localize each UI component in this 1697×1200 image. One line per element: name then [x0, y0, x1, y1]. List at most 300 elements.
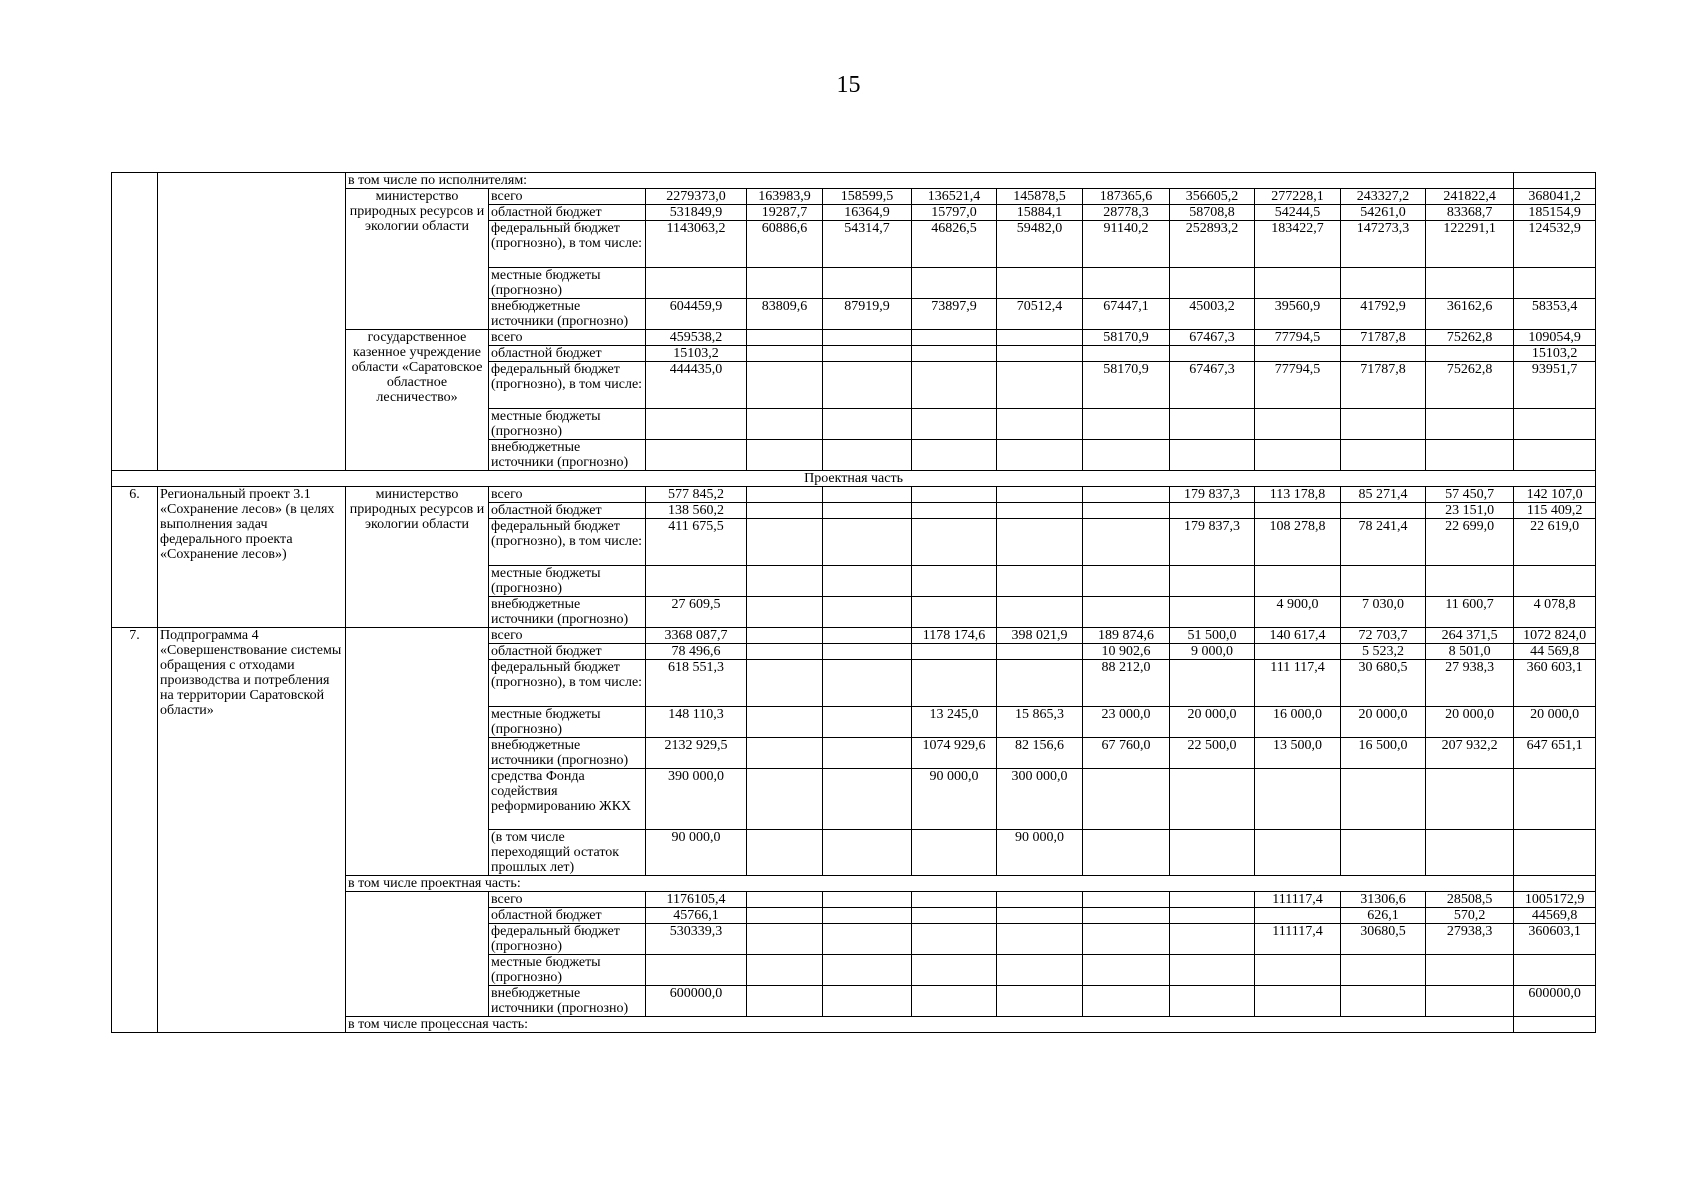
year-value [997, 660, 1083, 707]
total-value [646, 409, 747, 440]
year-value: 75262,8 [1426, 330, 1514, 346]
year-value [823, 330, 912, 346]
year-value [997, 268, 1083, 299]
funding-source-label: местные бюджеты (прогнозно) [489, 268, 646, 299]
year-value: 10 902,6 [1083, 644, 1170, 660]
year-value: 16 500,0 [1341, 738, 1426, 769]
year-value [747, 566, 823, 597]
executor-name: министерство природных ресурсов и экологии области [346, 487, 489, 628]
funding-source-label: федеральный бюджет (прогнозно), в том числе: [489, 660, 646, 707]
year-value [823, 955, 912, 986]
year-value: 20 000,0 [1426, 707, 1514, 738]
year-value: 16 000,0 [1255, 707, 1341, 738]
year-value: 264 371,5 [1426, 628, 1514, 644]
year-value [823, 769, 912, 830]
year-value [1170, 892, 1255, 908]
year-value: 77794,5 [1255, 362, 1341, 409]
executor-name: министерство природных ресурсов и экологии области [346, 189, 489, 330]
year-value: 1178 174,6 [912, 628, 997, 644]
funding-source-label: местные бюджеты (прогнозно) [489, 409, 646, 440]
year-value [747, 487, 823, 503]
year-value [747, 986, 823, 1017]
funding-source-label: средства Фонда содействия реформированию ЖКХ [489, 769, 646, 830]
section-heading: в том числе процессная часть: [346, 1017, 1514, 1033]
year-value: 27 938,3 [1426, 660, 1514, 707]
year-value [1083, 830, 1170, 876]
year-value: 179 837,3 [1170, 487, 1255, 503]
year-value [912, 644, 997, 660]
year-value: 187365,6 [1083, 189, 1170, 205]
funding-source-label: местные бюджеты (прогнозно) [489, 707, 646, 738]
year-value [912, 597, 997, 628]
year-value: 109054,9 [1514, 330, 1596, 346]
funding-source-label: областной бюджет [489, 908, 646, 924]
total-value: 1143063,2 [646, 221, 747, 268]
year-value: 22 699,0 [1426, 519, 1514, 566]
year-value: 570,2 [1426, 908, 1514, 924]
year-value [1083, 503, 1170, 519]
year-value: 15884,1 [997, 205, 1083, 221]
year-value: 13 245,0 [912, 707, 997, 738]
year-value [1170, 924, 1255, 955]
item-number: 6. [112, 487, 158, 628]
year-value [912, 660, 997, 707]
total-value: 78 496,6 [646, 644, 747, 660]
total-value: 138 560,2 [646, 503, 747, 519]
year-value [997, 440, 1083, 471]
year-value [1255, 830, 1341, 876]
year-value: 70512,4 [997, 299, 1083, 330]
year-value [997, 487, 1083, 503]
year-value [823, 268, 912, 299]
year-value [1426, 440, 1514, 471]
year-value: 44569,8 [1514, 908, 1596, 924]
year-value [912, 908, 997, 924]
year-value [1170, 986, 1255, 1017]
year-value [1170, 597, 1255, 628]
year-value: 90 000,0 [997, 830, 1083, 876]
year-value: 277228,1 [1255, 189, 1341, 205]
year-value [823, 738, 912, 769]
year-value: 4 078,8 [1514, 597, 1596, 628]
year-value: 36162,6 [1426, 299, 1514, 330]
year-value: 15103,2 [1514, 346, 1596, 362]
year-value: 41792,9 [1341, 299, 1426, 330]
year-value: 5 523,2 [1341, 644, 1426, 660]
year-value [747, 409, 823, 440]
funding-source-label: внебюджетные источники (прогнозно) [489, 299, 646, 330]
year-value [747, 503, 823, 519]
total-value: 27 609,5 [646, 597, 747, 628]
year-value [747, 892, 823, 908]
year-value [747, 519, 823, 566]
year-value: 189 874,6 [1083, 628, 1170, 644]
year-value: 46826,5 [912, 221, 997, 268]
year-value: 1072 824,0 [1514, 628, 1596, 644]
total-value: 618 551,3 [646, 660, 747, 707]
year-value [1170, 769, 1255, 830]
year-value: 300 000,0 [997, 769, 1083, 830]
year-value: 67447,1 [1083, 299, 1170, 330]
year-value [1341, 440, 1426, 471]
year-value [747, 908, 823, 924]
year-value [1255, 986, 1341, 1017]
year-value [1170, 409, 1255, 440]
project-part-heading: Проектная часть [112, 471, 1596, 487]
year-value: 158599,5 [823, 189, 912, 205]
year-value [1170, 503, 1255, 519]
year-value [1341, 268, 1426, 299]
year-value: 113 178,8 [1255, 487, 1341, 503]
year-value: 145878,5 [997, 189, 1083, 205]
year-value [823, 409, 912, 440]
year-value [997, 908, 1083, 924]
executor-name: государственное казенное учреждение области «Саратовское областное лесничество» [346, 330, 489, 471]
year-value: 28778,3 [1083, 205, 1170, 221]
funding-source-label: областной бюджет [489, 503, 646, 519]
funding-source-label: местные бюджеты (прогнозно) [489, 955, 646, 986]
year-value [1083, 908, 1170, 924]
year-value [823, 908, 912, 924]
year-value [1255, 440, 1341, 471]
year-value [823, 986, 912, 1017]
table-body [112, 173, 1596, 1033]
year-value [912, 566, 997, 597]
year-value [1170, 908, 1255, 924]
year-value [912, 924, 997, 955]
year-value [1341, 346, 1426, 362]
year-value [747, 346, 823, 362]
year-value [823, 597, 912, 628]
year-value: 30 680,5 [1341, 660, 1426, 707]
year-value: 16364,9 [823, 205, 912, 221]
total-value [646, 566, 747, 597]
year-value: 28508,5 [1426, 892, 1514, 908]
year-value [1514, 268, 1596, 299]
year-value: 45003,2 [1170, 299, 1255, 330]
year-value: 1074 929,6 [912, 738, 997, 769]
funding-source-label: всего [489, 487, 646, 503]
year-value [747, 628, 823, 644]
year-value [997, 409, 1083, 440]
year-value [912, 346, 997, 362]
year-value [912, 892, 997, 908]
year-value [1514, 440, 1596, 471]
year-value [912, 519, 997, 566]
year-value: 20 000,0 [1514, 707, 1596, 738]
funding-source-label: внебюджетные источники (прогнозно) [489, 738, 646, 769]
year-value [912, 830, 997, 876]
year-value [1426, 830, 1514, 876]
year-value: 67 760,0 [1083, 738, 1170, 769]
empty-cell [346, 628, 489, 876]
year-value [1426, 955, 1514, 986]
year-value [1426, 566, 1514, 597]
year-value [997, 519, 1083, 566]
year-value [1426, 409, 1514, 440]
year-value [1083, 955, 1170, 986]
item-title: Региональный проект 3.1 «Сохранение лесов» (в целях выполнения задач федерального проекта «Сохранение лесов») [158, 487, 346, 628]
year-value: 22 619,0 [1514, 519, 1596, 566]
total-value: 15103,2 [646, 346, 747, 362]
year-value [747, 955, 823, 986]
year-value: 398 021,9 [997, 628, 1083, 644]
year-value: 57 450,7 [1426, 487, 1514, 503]
funding-source-label: федеральный бюджет (прогнозно), в том числе: [489, 362, 646, 409]
year-value: 4 900,0 [1255, 597, 1341, 628]
year-value [823, 487, 912, 503]
year-value: 88 212,0 [1083, 660, 1170, 707]
year-value [1083, 986, 1170, 1017]
total-value: 45766,1 [646, 908, 747, 924]
funding-source-label: (в том числе переходящий остаток прошлых лет) [489, 830, 646, 876]
year-value [747, 597, 823, 628]
year-value: 360 603,1 [1514, 660, 1596, 707]
year-value [912, 330, 997, 346]
year-value [997, 644, 1083, 660]
year-value [747, 362, 823, 409]
year-value: 15 865,3 [997, 707, 1083, 738]
year-value: 368041,2 [1514, 189, 1596, 205]
year-value [1170, 440, 1255, 471]
year-value [1341, 955, 1426, 986]
year-value [1426, 346, 1514, 362]
year-value [823, 707, 912, 738]
year-value [747, 769, 823, 830]
empty-cell [1514, 876, 1596, 892]
year-value [1426, 268, 1514, 299]
table-row [112, 487, 1596, 503]
table-row [112, 173, 1596, 189]
year-value: 20 000,0 [1170, 707, 1255, 738]
year-value: 58353,4 [1514, 299, 1596, 330]
year-value: 58708,8 [1170, 205, 1255, 221]
year-value: 78 241,4 [1341, 519, 1426, 566]
year-value: 111117,4 [1255, 892, 1341, 908]
year-value: 185154,9 [1514, 205, 1596, 221]
year-value: 23 000,0 [1083, 707, 1170, 738]
total-value: 444435,0 [646, 362, 747, 409]
year-value: 356605,2 [1170, 189, 1255, 205]
year-value: 7 030,0 [1341, 597, 1426, 628]
year-value: 67467,3 [1170, 362, 1255, 409]
year-value: 60886,6 [747, 221, 823, 268]
total-value [646, 440, 747, 471]
year-value: 71787,8 [1341, 362, 1426, 409]
year-value [1083, 769, 1170, 830]
year-value: 22 500,0 [1170, 738, 1255, 769]
year-value: 72 703,7 [1341, 628, 1426, 644]
year-value: 39560,9 [1255, 299, 1341, 330]
year-value [912, 503, 997, 519]
year-value [823, 830, 912, 876]
year-value [1255, 908, 1341, 924]
year-value: 115 409,2 [1514, 503, 1596, 519]
total-value: 2279373,0 [646, 189, 747, 205]
year-value [1341, 986, 1426, 1017]
year-value: 23 151,0 [1426, 503, 1514, 519]
total-value [646, 268, 747, 299]
year-value: 13 500,0 [1255, 738, 1341, 769]
year-value [912, 362, 997, 409]
year-value [912, 955, 997, 986]
year-value: 140 617,4 [1255, 628, 1341, 644]
year-value [747, 440, 823, 471]
funding-source-label: областной бюджет [489, 644, 646, 660]
funding-source-label: федеральный бюджет (прогнозно), в том числе: [489, 519, 646, 566]
year-value: 136521,4 [912, 189, 997, 205]
year-value [1341, 409, 1426, 440]
year-value [747, 707, 823, 738]
year-value [1341, 830, 1426, 876]
year-value [997, 597, 1083, 628]
year-value: 91140,2 [1083, 221, 1170, 268]
year-value [1170, 660, 1255, 707]
page-number: 15 [836, 72, 861, 98]
year-value: 1005172,9 [1514, 892, 1596, 908]
year-value [1514, 769, 1596, 830]
item-number: 7. [112, 628, 158, 1033]
year-value [823, 346, 912, 362]
year-value [823, 503, 912, 519]
year-value: 44 569,8 [1514, 644, 1596, 660]
year-value: 179 837,3 [1170, 519, 1255, 566]
year-value [823, 644, 912, 660]
year-value: 207 932,2 [1426, 738, 1514, 769]
funding-source-label: областной бюджет [489, 205, 646, 221]
funding-source-label: местные бюджеты (прогнозно) [489, 566, 646, 597]
year-value [997, 924, 1083, 955]
year-value [1514, 830, 1596, 876]
year-value: 85 271,4 [1341, 487, 1426, 503]
total-value: 3368 087,7 [646, 628, 747, 644]
empty-cell [1514, 1017, 1596, 1033]
item-title: Подпрограмма 4 «Совершенствование системы обращения с отходами производства и потребления на территории Саратовской области» [158, 628, 346, 1033]
year-value [1341, 566, 1426, 597]
year-value [823, 628, 912, 644]
year-value [1255, 566, 1341, 597]
year-value [747, 644, 823, 660]
total-value: 600000,0 [646, 986, 747, 1017]
table-row [112, 471, 1596, 487]
total-value [646, 955, 747, 986]
year-value [1083, 519, 1170, 566]
year-value [1426, 769, 1514, 830]
year-value: 360603,1 [1514, 924, 1596, 955]
year-value: 54244,5 [1255, 205, 1341, 221]
total-value: 530339,3 [646, 924, 747, 955]
year-value [747, 924, 823, 955]
year-value: 163983,9 [747, 189, 823, 205]
funding-source-label: внебюджетные источники (прогнозно) [489, 440, 646, 471]
year-value: 9 000,0 [1170, 644, 1255, 660]
year-value [823, 519, 912, 566]
year-value [1170, 955, 1255, 986]
budget-table [111, 172, 1596, 1033]
year-value: 30680,5 [1341, 924, 1426, 955]
year-value [823, 566, 912, 597]
year-value [1255, 409, 1341, 440]
funding-source-label: всего [489, 892, 646, 908]
year-value [1083, 597, 1170, 628]
year-value [1083, 487, 1170, 503]
year-value [1170, 566, 1255, 597]
year-value [823, 924, 912, 955]
year-value: 243327,2 [1341, 189, 1426, 205]
year-value: 77794,5 [1255, 330, 1341, 346]
year-value: 111117,4 [1255, 924, 1341, 955]
year-value: 8 501,0 [1426, 644, 1514, 660]
year-value: 124532,9 [1514, 221, 1596, 268]
empty-cell [112, 173, 158, 471]
funding-source-label: внебюджетные источники (прогнозно) [489, 986, 646, 1017]
year-value [1514, 955, 1596, 986]
year-value [823, 892, 912, 908]
section-heading: в том числе проектная часть: [346, 876, 1514, 892]
funding-source-label: федеральный бюджет (прогнозно) [489, 924, 646, 955]
year-value [747, 738, 823, 769]
year-value [997, 330, 1083, 346]
year-value: 111 117,4 [1255, 660, 1341, 707]
year-value [912, 409, 997, 440]
year-value [1255, 644, 1341, 660]
funding-source-label: всего [489, 628, 646, 644]
year-value [823, 440, 912, 471]
year-value: 20 000,0 [1341, 707, 1426, 738]
year-value: 54314,7 [823, 221, 912, 268]
year-value [1255, 503, 1341, 519]
year-value [912, 487, 997, 503]
year-value: 93951,7 [1514, 362, 1596, 409]
year-value [823, 362, 912, 409]
year-value: 647 651,1 [1514, 738, 1596, 769]
total-value: 390 000,0 [646, 769, 747, 830]
total-value: 604459,9 [646, 299, 747, 330]
empty-cell [158, 173, 346, 471]
year-value: 73897,9 [912, 299, 997, 330]
year-value: 58170,9 [1083, 362, 1170, 409]
funding-source-label: всего [489, 189, 646, 205]
year-value [1083, 440, 1170, 471]
year-value: 90 000,0 [912, 769, 997, 830]
year-value: 147273,3 [1341, 221, 1426, 268]
year-value [912, 440, 997, 471]
year-value [1083, 346, 1170, 362]
year-value: 183422,7 [1255, 221, 1341, 268]
year-value [1255, 346, 1341, 362]
year-value [1255, 268, 1341, 299]
year-value [1341, 503, 1426, 519]
year-value [1083, 566, 1170, 597]
year-value: 626,1 [1341, 908, 1426, 924]
year-value [1514, 566, 1596, 597]
empty-cell [1514, 173, 1596, 189]
year-value: 87919,9 [823, 299, 912, 330]
year-value [912, 986, 997, 1017]
year-value: 83809,6 [747, 299, 823, 330]
year-value [1255, 769, 1341, 830]
funding-source-label: внебюджетные источники (прогнозно) [489, 597, 646, 628]
year-value: 108 278,8 [1255, 519, 1341, 566]
year-value [997, 362, 1083, 409]
year-value [1170, 346, 1255, 362]
funding-source-label: федеральный бюджет (прогнозно), в том числе: [489, 221, 646, 268]
section-heading: в том числе по исполнителям: [346, 173, 1514, 189]
year-value: 252893,2 [1170, 221, 1255, 268]
year-value [1170, 268, 1255, 299]
table-row [112, 628, 1596, 644]
year-value: 75262,8 [1426, 362, 1514, 409]
